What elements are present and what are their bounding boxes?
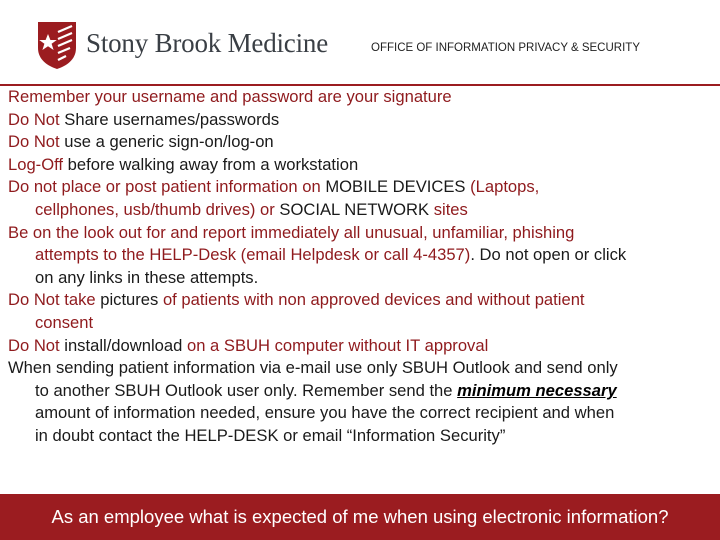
- guideline-item: [8, 131, 714, 154]
- guideline-emphasis: Do Not take: [8, 290, 96, 310]
- guideline-emphasis: Do Not: [8, 335, 60, 355]
- guideline-text: use a generic sign-on/log-on: [59, 132, 274, 152]
- guideline-text: on any links in these attempts.: [35, 267, 259, 287]
- guideline-emphasis: SOCIAL NETWORK: [279, 199, 430, 219]
- header: [0, 0, 720, 86]
- guideline-item: [8, 335, 714, 358]
- guideline-text: to another SBUH Outlook user only. Remember send the: [35, 380, 458, 400]
- guideline-text: of patients with non approved devices and without patient: [162, 290, 585, 310]
- sbm-shield-icon: [34, 20, 80, 70]
- guideline-item: [8, 222, 714, 290]
- guideline-item: [8, 357, 714, 447]
- guideline-emphasis: Log-Off: [8, 154, 64, 174]
- office-title: OFFICE OF INFORMATION PRIVACY & SECURITY: [371, 42, 640, 54]
- guideline-emphasis: Do Not: [8, 132, 60, 152]
- guideline-text: install/download: [59, 335, 187, 355]
- guideline-emphasis: Do Not: [8, 109, 60, 129]
- guideline-item: [8, 176, 714, 221]
- guideline-text: . Do not open or click: [470, 245, 627, 265]
- guideline-text: amount of information needed, ensure you have the correct recipient and when: [35, 403, 615, 423]
- guideline-item: [8, 289, 714, 334]
- footer-question-banner: As an employee what is expected of me when using electronic information?: [0, 494, 720, 540]
- guideline-text: (Laptops,: [465, 177, 540, 197]
- guideline-text: attempts to the HELP-Desk (email Helpdesk or call 4-4357): [35, 245, 471, 265]
- minimum-necessary-emphasis: minimum necessary: [457, 380, 617, 400]
- stony-brook-medicine-logo: [34, 20, 334, 70]
- guideline-text: sites: [429, 199, 468, 219]
- guidelines-list: [8, 86, 714, 448]
- guideline-text: Share usernames/passwords: [59, 109, 280, 129]
- guideline-text: on a SBUH computer without IT approval: [186, 335, 489, 355]
- guideline-emphasis: MOBILE DEVICES: [325, 177, 466, 197]
- guideline-text: Remember your username and password are your signature: [8, 87, 452, 106]
- guideline-text: before walking away from a workstation: [63, 154, 359, 174]
- guideline-item: [8, 109, 714, 132]
- guideline-item: [8, 154, 714, 177]
- guideline-text: Do not place or post patient information on: [8, 177, 326, 197]
- guideline-item: [8, 86, 714, 109]
- logo-wordmark: Stony Brook Medicine: [86, 28, 328, 58]
- guideline-text: in doubt contact the HELP-DESK or email “Information Security”: [35, 425, 506, 445]
- guideline-text: Be on the look out for and report immediately all unusual, unfamiliar, phishing: [8, 222, 575, 242]
- guideline-text: When sending patient information via e-mail use only SBUH Outlook and send only: [8, 358, 618, 378]
- guideline-text: consent: [35, 312, 94, 332]
- guideline-text: cellphones, usb/thumb drives) or: [35, 199, 280, 219]
- guideline-text: pictures: [95, 290, 163, 310]
